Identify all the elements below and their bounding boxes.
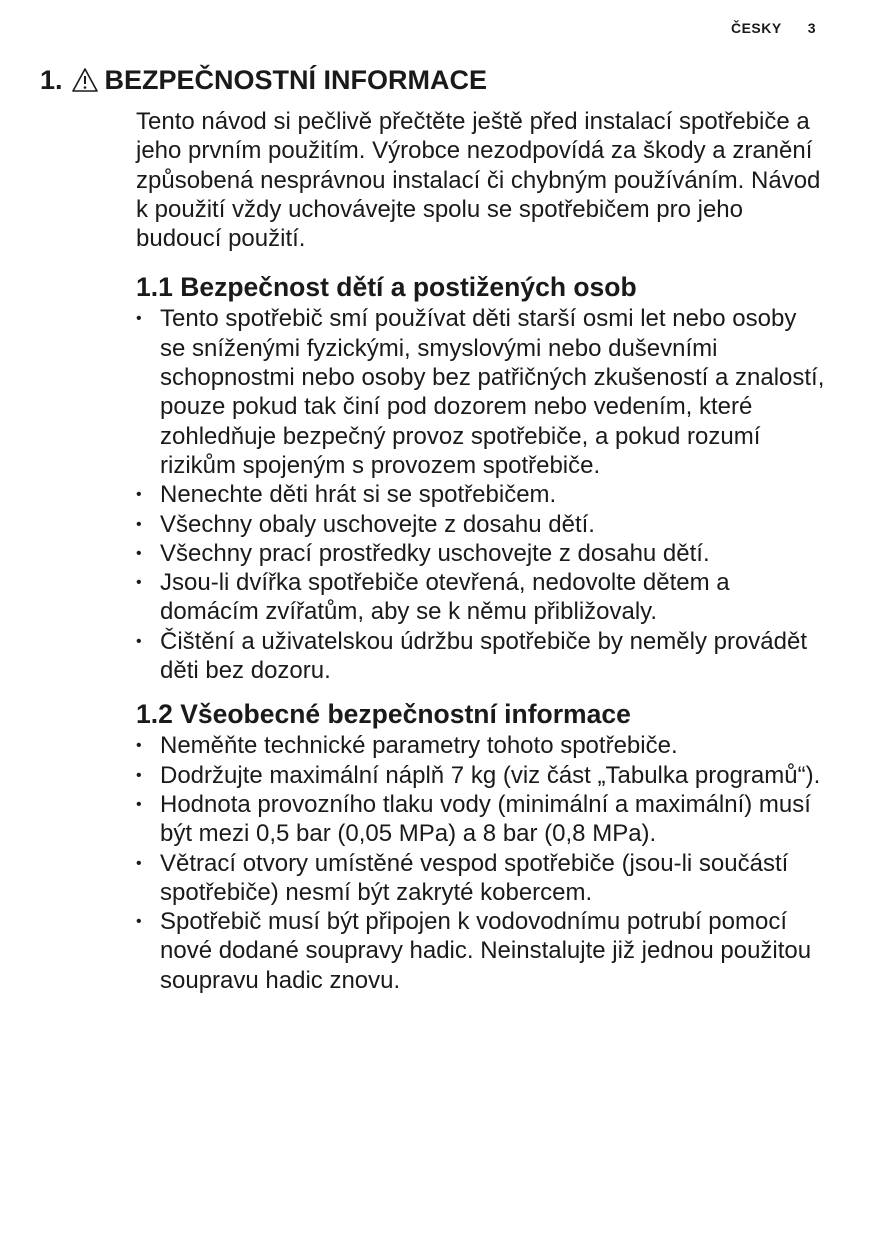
chapter-heading-text: BEZPEČNOSTNÍ INFORMACE (104, 65, 488, 95)
bullet: • (136, 310, 142, 328)
child-safety-list (136, 304, 826, 685)
general-safety-list (136, 731, 826, 995)
list-item: • Všechny prací prostředky uschovejte z dosahu dětí. (136, 539, 710, 567)
bullet: • (136, 515, 142, 533)
bullet: • (136, 795, 142, 813)
list-item: • Neměňte technické parametry tohoto spotřebiče. (136, 732, 678, 760)
bullet: • (136, 574, 142, 592)
chapter-number: 1. (40, 65, 63, 95)
list-item: • Čištění a uživatelskou údržbu spotřebiče by neměly provádět děti bez dozoru. (136, 627, 808, 685)
list-item: • Všechny obaly uschovejte z dosahu dětí. (136, 510, 595, 538)
intro-paragraph: Tento návod si pečlivě přečtěte ještě před instalací spotřebiče a jeho prvním použitím. Výrobce nezodpovídá za škody a zranění způsobená nesprávnou instalací či chybným používáním. Návod k použití vždy uchovávejte spolu se spotřebičem pro jeho budoucí použití. (136, 108, 821, 253)
bullet: • (136, 913, 142, 931)
list-item: • Větrací otvory umístěné vespod spotřebiče (jsou-li součástí spotřebiče) nesmí být zakryté kobercem. (136, 849, 789, 906)
list-item: • Dodržujte maximální náplň 7 kg (viz část „Tabulka programů“). (136, 761, 821, 789)
chapter-title (40, 62, 487, 98)
bullet: • (136, 544, 142, 562)
warning-triangle-icon (71, 66, 99, 94)
list-item: • Spotřebič musí být připojen k vodovodnímu potrubí pomocí nové dodané soupravy hadic. Neinstalujte již jednou použitou soupravu hadic znovu. (136, 908, 812, 994)
page-number: 3 (807, 20, 816, 36)
content (136, 107, 826, 995)
section-title-general-safety: 1.2 Všeobecné bezpečnostní informace (136, 699, 631, 730)
language-label: ČESKY (730, 20, 782, 36)
list-item: • Jsou-li dvířka spotřebiče otevřená, nedovolte dětem a domácím zvířatům, aby se k němu přibližovaly. (136, 569, 730, 626)
section-title-child-safety: 1.1 Bezpečnost dětí a postižených osob (136, 272, 637, 303)
bullet: • (136, 766, 142, 784)
list-item: • Nenechte děti hrát si se spotřebičem. (136, 481, 557, 509)
bullet: • (136, 854, 142, 872)
bullet: • (136, 632, 142, 650)
list-item: • Hodnota provozního tlaku vody (minimální a maximální) musí být mezi 0,5 bar (0,05 MPa) a 8 bar (0,8 MPa). (136, 790, 811, 848)
page-header (731, 20, 816, 36)
bullet: • (136, 737, 142, 755)
list-item: • Tento spotřebič smí používat děti starší osmi let nebo osoby se sníženými fyzickými, smyslovými nebo duševními schopnostmi nebo osoby bez patřičných zkušeností a znalostí, pouze pokud tak činí pod dozorem nebo vedením, které zohledňuje bezpečný provoz spotřebiče, a pokud rozumí rizikům spojeným s provozem spotřebiče. (136, 305, 825, 479)
bullet: • (136, 486, 142, 504)
